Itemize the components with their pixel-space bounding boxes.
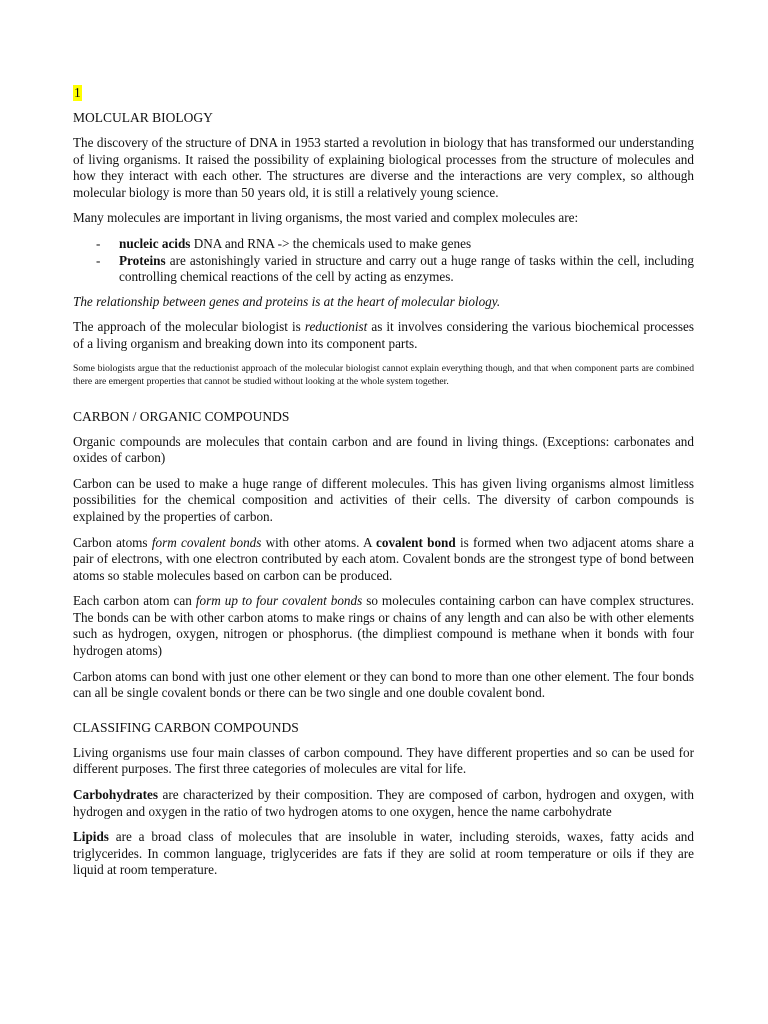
paragraph xyxy=(73,535,694,585)
list-item-text: DNA and RNA -> the chemicals used to make genes xyxy=(190,235,472,251)
text-run: so molecules containing carbon can have complex structures. The bonds can be with other carbon atoms to make rings or chains of any length and can also be with other elements such as hydrogen, oxygen, nitrogen or phosphorus. (the dimpliest compound is methane when it bonds with four hydrogen atoms) xyxy=(73,593,694,659)
paragraph: Organic compounds are molecules that contain carbon and are found in living things. (Exceptions: carbonates and oxides of carbon) xyxy=(73,433,694,466)
small-note: Some biologists argue that the reductionist approach of the molecular biologist cannot explain everything though, and that when component parts are combined there are emergent properties that cannot be studied without looking at the whole system together. xyxy=(73,362,694,388)
paragraph: Living organisms use four main classes of carbon compound. They have different properties and so can be used for different purposes. The first three categories of molecules are vital for life. xyxy=(73,744,694,777)
bold-term: Lipids xyxy=(73,829,109,845)
paragraph: The discovery of the structure of DNA in 1953 started a revolution in biology that has transformed our understanding of living organisms. It raised the possibility of explaining biological processes from the structure of molecules and how they interact with each other. The structures are diverse and the interactions are very complex, so although molecular biology is more than 50 years old, it is still a relatively young science. xyxy=(73,135,694,200)
text-run: is formed when two adjacent atoms share a pair of electrons, with one electron contributed by each atom. Covalent bonds are the strongest type of bond between atoms so stable molecules based on carbon can be produced. xyxy=(73,534,694,583)
text-run: as it involves considering the various biochemical processes of a living organism and breaking down into its component parts. xyxy=(73,319,694,351)
italic-term: form covalent bonds xyxy=(151,534,262,550)
italic-text: The relationship between genes and proteins is at the heart of molecular biology. xyxy=(73,293,501,309)
bold-term: covalent bond xyxy=(376,534,456,550)
bold-term: Proteins xyxy=(119,252,166,268)
paragraph xyxy=(73,319,694,352)
list-item-text: are astonishingly varied in structure and carry out a huge range of tasks within the cell, including controlling chemical reactions of the cell by acting as enzymes. xyxy=(119,252,694,285)
paragraph xyxy=(73,593,694,659)
text-run: are a broad class of molecules that are insoluble in water, including steroids, waxes, fatty acids and triglycerides. In common language, triglycerides are fats if they are solid at room temperature or oils if they are liquid at room temperature. xyxy=(73,829,694,878)
bullet-list xyxy=(73,236,694,286)
paragraph: Carbon atoms can bond with just one other element or they can bond to more than one other element. The four bonds can all be single covalent bonds or there can be two single and one double covalent bond. xyxy=(73,668,694,701)
section-heading-molecular-biology: MOLCULAR BIOLOGY xyxy=(73,110,213,125)
italic-term: form up to four covalent bonds xyxy=(195,593,363,609)
text-run: The approach of the molecular biologist is xyxy=(73,319,305,335)
bold-term: Carbohydrates xyxy=(73,787,158,803)
paragraph xyxy=(73,829,694,879)
list-item xyxy=(73,253,694,286)
text-run: Each carbon atom can xyxy=(73,593,196,609)
text-run: with other atoms. A xyxy=(261,534,377,550)
section-heading-classifying-carbon-compounds: CLASSIFING CARBON COMPOUNDS xyxy=(73,719,299,735)
paragraph: Many molecules are important in living organisms, the most varied and complex molecules are: xyxy=(73,210,579,226)
section-heading-carbon-organic-compounds: CARBON / ORGANIC COMPOUNDS xyxy=(73,408,290,424)
bullet-dash: - xyxy=(96,235,101,251)
page-number: 1 xyxy=(74,85,81,100)
bullet-dash: - xyxy=(96,252,101,268)
paragraph: Carbon can be used to make a huge range of different molecules. This has given living organisms almost limitless possibilities for the chemical composition and activities of their cells. The diversity of carbon compounds is explained by the properties of carbon. xyxy=(73,475,694,524)
page-content xyxy=(73,84,694,888)
italic-term: reductionist xyxy=(304,319,368,335)
text-run: are characterized by their composition. They are composed of carbon, hydrogen and oxygen, with hydrogen and oxygen in the ratio of two hydrogen atoms to one oxygen, hence the name carbohydrate xyxy=(73,787,694,819)
list-item xyxy=(73,236,694,253)
bold-term: nucleic acids xyxy=(119,235,191,251)
text-run: Carbon atoms xyxy=(73,534,152,550)
italic-statement xyxy=(73,294,694,311)
paragraph xyxy=(73,787,694,820)
